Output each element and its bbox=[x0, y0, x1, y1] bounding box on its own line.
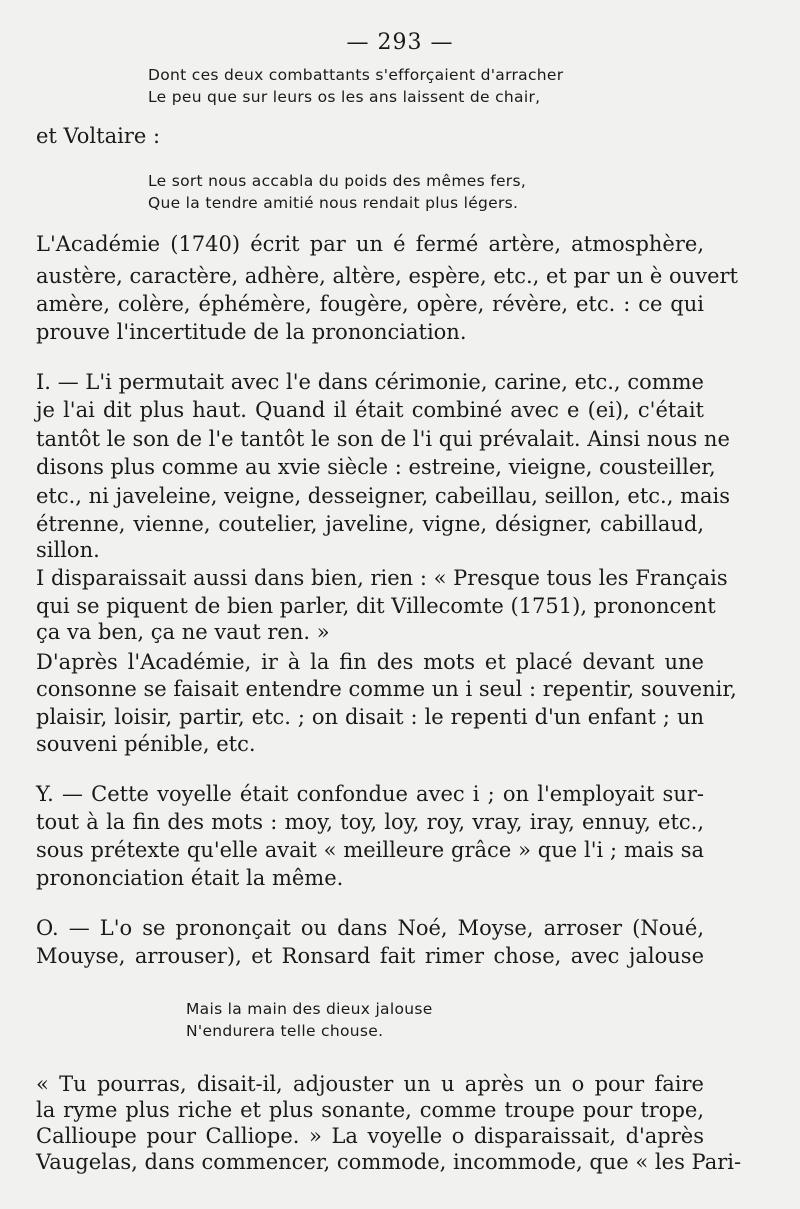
text-line: la ryme plus riche et plus sonante, comme troupe pour trope, bbox=[36, 1098, 704, 1122]
text-line: « Tu pourras, disait-il, adjouster un u après un o pour faire bbox=[36, 1072, 704, 1096]
text-line: tout à la fin des mots : moy, toy, loy, roy, vray, iray, ennuy, etc., bbox=[36, 810, 704, 834]
text-line: D'après l'Académie, ir à la fin des mots et placé devant une bbox=[36, 650, 704, 674]
verse-line: N'endurera telle chouse. bbox=[186, 1022, 384, 1040]
text-line: prononciation était la même. bbox=[36, 866, 344, 890]
text-line: I disparaissait aussi dans bien, rien : « Presque tous les Français bbox=[36, 566, 728, 590]
text-line: sillon. bbox=[36, 538, 100, 562]
verse-line: Le sort nous accabla du poids des mêmes fers, bbox=[148, 172, 527, 190]
text-line: Mouyse, arrouser), et Ronsard fait rimer chose, avec jalouse bbox=[36, 944, 704, 968]
text-line: etc., ni javeleine, veigne, desseigner, cabeillau, seillon, etc., mais bbox=[36, 484, 731, 508]
text-line: je l'ai dit plus haut. Quand il était combiné avec e (ei), c'était bbox=[36, 398, 704, 422]
text-line: souveni pénible, etc. bbox=[36, 732, 256, 756]
text-line: prouve l'incertitude de la prononciation. bbox=[36, 320, 467, 344]
verse-quote-1 bbox=[148, 64, 563, 108]
text-line: amère, colère, éphémère, fougère, opère, révère, etc. : ce qui bbox=[36, 292, 704, 316]
verse-line: Le peu que sur leurs os les ans laissent de chair, bbox=[148, 88, 541, 106]
text-line: Callioupe pour Calliope. » La voyelle o disparaissait, d'après bbox=[36, 1124, 704, 1148]
text-line: O. — L'o se prononçait ou dans Noé, Moyse, arroser (Noué, bbox=[36, 916, 704, 940]
verse-line: Dont ces deux combattants s'efforçaient d'arracher bbox=[148, 66, 564, 84]
verse-quote-2 bbox=[148, 170, 526, 214]
text-line: austère, caractère, adhère, altère, espère, etc., et par un è ouvert bbox=[36, 264, 738, 288]
text-line: L'Académie (1740) écrit par un é fermé artère, atmosphère, bbox=[36, 232, 704, 256]
verse-line: Mais la main des dieux jalouse bbox=[186, 1000, 433, 1018]
text-line: plaisir, loisir, partir, etc. ; on disait : le repenti d'un enfant ; un bbox=[36, 705, 704, 729]
text-line: Y. — Cette voyelle était confondue avec i ; on l'employait sur- bbox=[36, 782, 704, 806]
text-line: qui se piquent de bien parler, dit Villecomte (1751), prononcent bbox=[36, 594, 716, 618]
text-line: étrenne, vienne, coutelier, javeline, vigne, désigner, cabillaud, bbox=[36, 512, 704, 536]
page-number: — 293 — bbox=[346, 30, 454, 55]
text-line: tantôt le son de l'e tantôt le son de l'i qui prévalait. Ainsi nous ne bbox=[36, 427, 730, 451]
verse-line: Que la tendre amitié nous rendait plus légers. bbox=[148, 194, 519, 212]
text-line: I. — L'i permutait avec l'e dans cérimonie, carine, etc., comme bbox=[36, 370, 704, 394]
text-line: ça va ben, ça ne vaut ren. » bbox=[36, 620, 330, 644]
intro-voltaire: et Voltaire : bbox=[36, 124, 161, 148]
text-line: consonne se faisait entendre comme un i seul : repentir, souvenir, bbox=[36, 677, 737, 701]
text-line: Vaugelas, dans commencer, commode, incommode, que « les Pari- bbox=[36, 1150, 742, 1174]
verse-quote-3 bbox=[186, 998, 433, 1042]
text-line: sous prétexte qu'elle avait « meilleure grâce » que l'i ; mais sa bbox=[36, 838, 704, 862]
text-line: disons plus comme au xvie siècle : estreine, vieigne, cousteiller, bbox=[36, 455, 716, 479]
